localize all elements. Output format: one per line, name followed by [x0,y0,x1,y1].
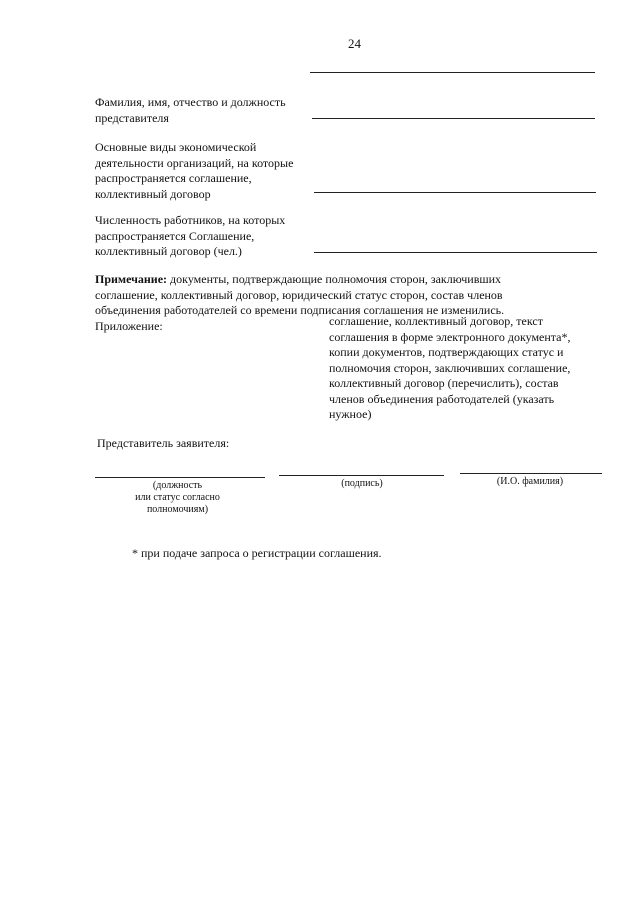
employees-label-line: коллективный договор (чел.) [95,244,242,258]
attachment-line: копии документов, подтверждающих статус и [329,345,564,359]
employees-label-line: Численность работников, на которых [95,213,286,227]
representative-label-line: представителя [95,110,169,125]
employees-label-line: распространяется Соглашение, [95,228,255,243]
activities-label [95,140,293,202]
note-heading: Примечание: [95,272,168,286]
attachment-line: нужное) [329,407,372,421]
position-caption [110,480,245,516]
activities-label-line: деятельности организаций, на которые [95,155,294,170]
position-fill-line [95,477,265,478]
activities-label-line: распространяется соглашение, [95,171,252,185]
sign-caption: (подпись) [341,478,383,489]
attachment-label: Приложение: [95,319,163,333]
note-line-2: соглашение, коллективный договор, юридический статус сторон, состав членов [95,287,503,302]
sign-fill-line [279,475,444,476]
attachment-line: членов объединения работодателей (указать [329,391,555,406]
representative-label [95,95,286,126]
position-caption-line: (должность [152,480,203,491]
top-fill-line [310,72,595,73]
attachment-line: коллективный договор (перечислить), состав [329,376,559,390]
name-caption: (И.О. фамилия) [496,476,564,487]
note-text: документы, подтверждающие полномочия сторон, заключивших [167,272,502,286]
activities-fill-line [314,192,596,193]
activities-label-line: Основные виды экономической [95,140,257,154]
attachment-line: полномочия сторон, заключивших соглашение, [329,360,571,375]
note-block [95,272,504,319]
note-line-3: объединения работодателей со времени подписания соглашения не изменились. [95,303,505,317]
attachment-list [329,314,571,423]
position-caption-line: или статус согласно [135,492,220,503]
attachment-line: соглашение, коллективный договор, текст [329,314,543,328]
page-number: 24 [348,36,361,51]
employees-fill-line [314,252,597,253]
attachment-line: соглашения в форме электронного документа*, [329,329,571,344]
representative-label-line: Фамилия, имя, отчество и должность [95,95,286,109]
employees-label [95,213,285,260]
name-fill-line [460,473,602,474]
activities-label-line: коллективный договор [95,186,211,201]
signature-label: Представитель заявителя: [97,436,230,450]
representative-fill-line [312,118,595,119]
note-line-1 [95,272,504,288]
position-caption-line: полномочиям) [146,504,209,515]
footnote: * при подаче запроса о регистрации соглашения. [132,546,382,560]
